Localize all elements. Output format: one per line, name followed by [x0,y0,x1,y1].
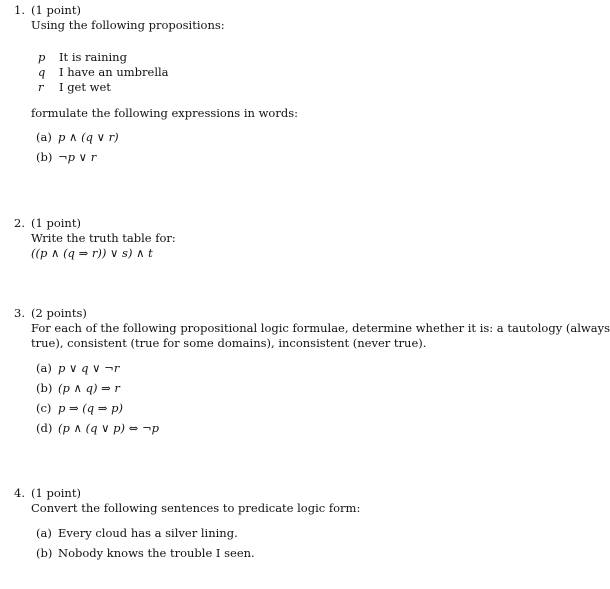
item-formula: p ⇒ (q ⇒ p) [58,401,123,415]
proposition-symbol: r [38,80,44,94]
list-item [36,421,159,436]
question-intro-line-2: true), consistent (true for some domains), inconsistent (never true). [31,336,427,350]
question-number: 2. [14,216,25,230]
question-points: (1 point) [31,3,81,17]
question-points: (1 point) [31,216,81,230]
list-item [36,361,119,376]
proposition-symbol: q [38,65,46,79]
item-label: (c) [36,401,52,415]
item-label: (a) [36,526,52,540]
item-label: (a) [36,130,52,144]
question-number: 1. [14,3,25,17]
item-formula: p ∨ q ∨ ¬r [58,361,120,375]
item-formula: (p ∧ (q ∨ p) ⇔ ¬p [58,421,159,435]
list-item [36,381,120,396]
intro-part: For each of the following propositional logic formulae, determine whether it is: a tautology (always [31,321,610,335]
item-formula: (p ∧ q) ⇒ r [58,381,120,395]
list-item [36,150,96,165]
question-points: (1 point) [31,486,81,500]
item-sentence: Every cloud has a silver lining. [58,526,238,540]
question-intro: Write the truth table for: [31,231,176,245]
question-intro-line-1 [31,321,610,336]
list-item [36,526,238,541]
item-formula: p ∧ (q ∨ r) [58,130,119,144]
proposition-text: I get wet [59,80,111,94]
item-label: (b) [36,150,53,164]
item-label: (b) [36,381,53,395]
question-number: 3. [14,306,25,320]
proposition-text: I have an umbrella [59,65,169,79]
proposition-text: It is raining [59,50,127,64]
item-label: (a) [36,361,52,375]
question-intro: Convert the following sentences to predicate logic form: [31,501,361,515]
list-item [36,546,255,561]
item-label: (d) [36,421,53,435]
question-points: (2 points) [31,306,87,320]
question-intro: Using the following propositions: [31,18,225,32]
item-sentence: Nobody knows the trouble I seen. [58,546,255,560]
item-formula: ¬p ∨ r [58,150,97,164]
proposition-symbol: p [38,50,46,64]
item-label: (b) [36,546,53,560]
question-formula: ((p ∧ (q ⇒ r)) ∨ s) ∧ t [31,246,153,260]
question-instruction: formulate the following expressions in words: [31,106,298,120]
list-item [36,401,123,416]
list-item [36,130,119,145]
question-number: 4. [14,486,25,500]
